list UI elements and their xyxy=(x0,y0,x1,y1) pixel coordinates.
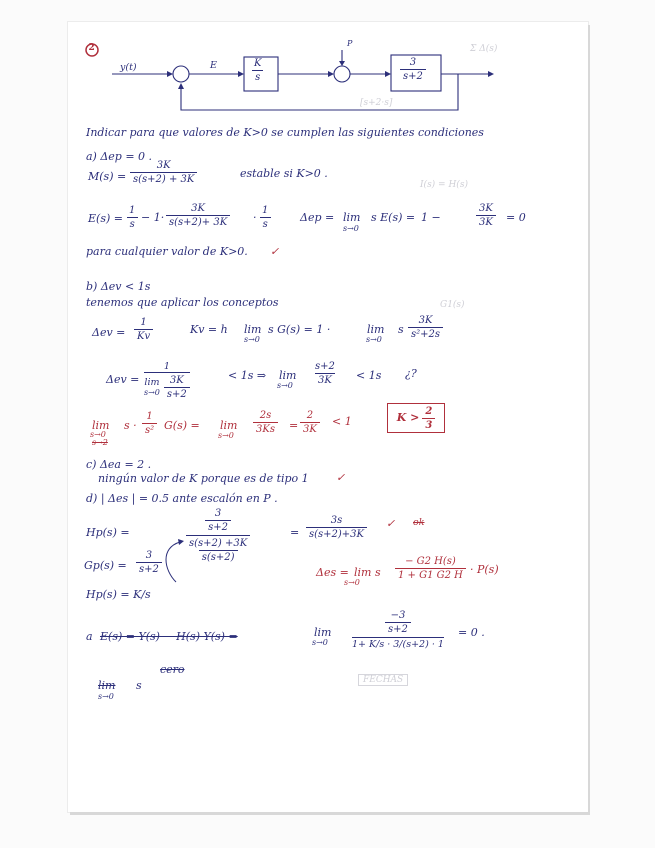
ghost-text: G1(s) xyxy=(440,300,465,310)
velocity-error-lhs: Δev = xyxy=(92,326,126,339)
gp-fraction: $\frac{3}{s+2}$ xyxy=(136,550,162,575)
answer-box: K > $\frac{2}{3}$ xyxy=(387,403,445,433)
ghost-text: [s+2·s] xyxy=(360,98,393,108)
final-error-fraction: $\frac{-3}{s+2}$ 1+ K/s · 3/(s+2) · 1 xyxy=(352,610,444,650)
closed-loop-fraction: $\frac{3K}{s(s+2) + 3K}$ xyxy=(130,160,197,185)
ghost-text: FECHAS xyxy=(358,674,408,686)
red-fraction-3: $\frac{2}{3K}$ xyxy=(300,410,320,435)
position-error-lhs: Δep = xyxy=(300,211,335,224)
error-minus: − 1· xyxy=(141,211,165,224)
velocity-error-fraction: $\frac{1}{Kv}$ xyxy=(134,317,153,342)
problem-statement: Indicar para que valores de K>0 se cumplen las siguientes condiciones xyxy=(86,126,484,139)
red-fraction-2: $\frac{2s}{3Ks}$ xyxy=(253,410,278,435)
struck-word: cero xyxy=(160,663,185,676)
disturbance-tf-compound-fraction: $\frac{3}{s+2}$ $\frac{s(s+2) +3K}{s(s+2)}$ xyxy=(186,508,250,563)
velocity-error-lhs-2: Δev = xyxy=(106,373,140,386)
kv-fraction: $\frac{3K}{\text{s²+2s}}$ xyxy=(408,315,443,340)
section-d-heading: d) | Δes | = 0.5 ante escalón en P . xyxy=(86,492,278,505)
kv-lhs: Kv = h xyxy=(190,323,228,336)
step-error-fraction: $\frac{- G2 H(s)}{1 + G1 G2 H}$ xyxy=(395,556,466,581)
closed-loop-lhs: M(s) = xyxy=(88,170,127,183)
gp-lhs: Gp(s) = xyxy=(84,559,127,572)
section-b-intro: tenemos que aplicar los conceptos xyxy=(86,296,279,309)
controller-transfer: $\frac{K}{s}$ xyxy=(254,58,262,83)
error-term-1: $\frac{1}{s}$ xyxy=(126,205,138,230)
section-a-conclusion: para cualquier valor de K>0. xyxy=(86,245,248,258)
scrawl: lim xyxy=(98,679,116,692)
plant-transfer: $\frac{3}{s+2}$ xyxy=(400,57,426,82)
problem-number: 2 xyxy=(88,43,95,53)
disturbance-tf-result: $\frac{3s}{s(s+2)+3K}$ xyxy=(306,515,367,540)
scribble-mark: ok xyxy=(413,517,425,528)
step-error-lhs: Δes = xyxy=(316,566,349,579)
input-label: y(t) xyxy=(120,62,137,73)
disturbance-tf-lhs: Hp(s) = xyxy=(86,526,130,539)
section-b-heading: b) Δev < 1s xyxy=(86,280,151,293)
disturbance-label: P xyxy=(347,39,353,48)
section-c-heading: c) Δea = 2 . xyxy=(86,458,152,471)
struck-equation: E(s) = Y(s) − H(s) Y(s) = xyxy=(100,630,238,643)
check-mark: ✓ xyxy=(386,517,396,530)
ghost-text: Σ Δ(s) xyxy=(470,44,498,54)
check-mark: ✓ xyxy=(336,471,346,484)
section-a-heading: a) Δep = 0 . xyxy=(86,150,153,163)
position-error-fraction: $\frac{3K}{3K}$ xyxy=(476,203,496,228)
section-c-answer: ningún valor de K porque es de tipo 1 xyxy=(98,472,309,485)
error-term-3: $\frac{1}{s}$ xyxy=(259,205,271,230)
controller-tf: Hp(s) = K/s xyxy=(86,588,151,601)
error-lhs: E(s) = xyxy=(88,212,123,225)
velocity-limit-fraction: $\frac{s+2}{3K}$ xyxy=(315,361,335,386)
velocity-error-nested-fraction: 1 lim s→0 $\frac{3K}{s+2}$ xyxy=(144,362,190,400)
check-mark: ✓ xyxy=(270,245,280,258)
red-fraction-1: $\frac{1}{\text{s²}}$ xyxy=(142,411,157,436)
error-term-2: $\frac{3K}{s(s+2)+ 3K}$ xyxy=(166,203,230,228)
question-mark: ¿? xyxy=(405,367,417,380)
error-label: E xyxy=(210,60,217,71)
ghost-text: I(s) = H(s) xyxy=(420,180,468,190)
stability-note: estable si K>0 . xyxy=(240,167,328,180)
